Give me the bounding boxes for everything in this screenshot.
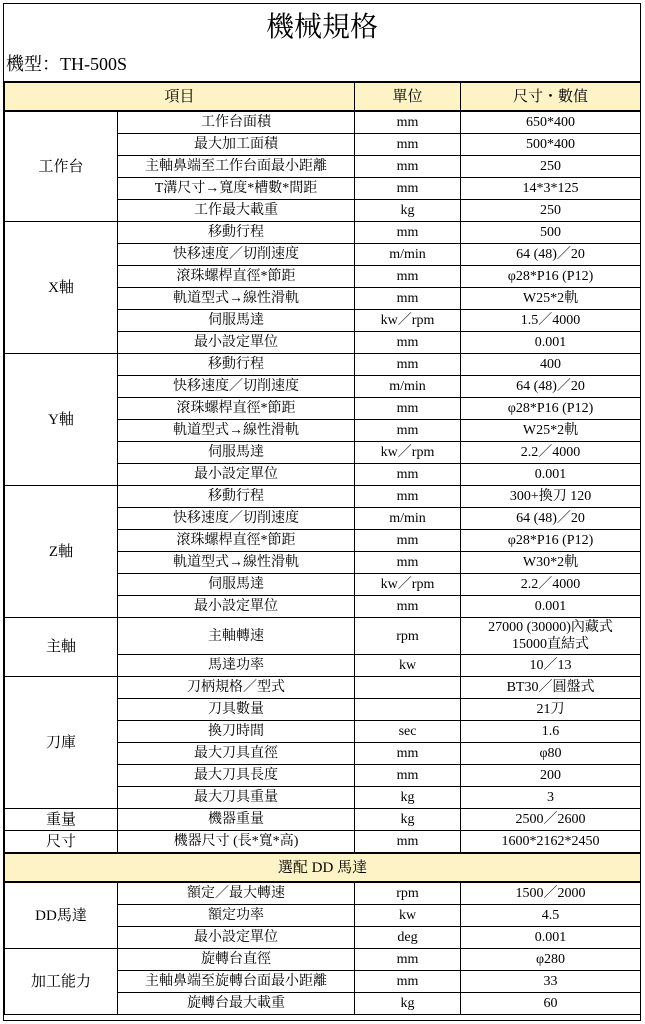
value-cell [461,398,641,420]
item-cell: 刀柄規格／型式 [118,677,355,699]
value-cell [461,134,641,156]
unit-cell: mm [355,464,461,486]
value-cell [461,266,641,288]
value-text: 250 [540,202,562,218]
value-cell [461,787,641,809]
value-text: 2.2／4000 [520,444,581,460]
unit-cell: mm [355,743,461,765]
value-cell [461,699,641,721]
page-title: 機械規格 [265,12,378,43]
value-text: 500 [540,224,562,240]
value-cell [461,596,641,618]
value-text: W25*2軌 [522,422,579,438]
value-text: 64 (48)／20 [516,378,585,394]
item-cell: 換刀時間 [118,721,355,743]
group-label: DD馬達 [5,882,118,949]
value-text: φ80 [539,745,562,761]
item-cell: T溝尺寸→寬度*槽數*間距 [118,178,355,200]
unit-cell: mm [355,288,461,310]
value-text: 1500／2000 [515,885,586,901]
item-cell: 主軸鼻端至工作台面最小距離 [118,156,355,178]
unit-cell: kw／rpm [355,574,461,596]
unit-cell: kg [355,200,461,222]
unit-cell: deg [355,927,461,949]
value-text: 650*400 [526,114,576,130]
value-cell [461,288,641,310]
value-text: 27000 (30000)內藏式 [488,620,613,635]
unit-cell: mm [355,354,461,376]
unit-cell: mm [355,420,461,442]
unit-cell: mm [355,486,461,508]
value-text: 64 (48)／20 [516,246,585,262]
unit-cell: m/min [355,244,461,266]
item-cell: 機器重量 [118,809,355,831]
unit-cell: m/min [355,508,461,530]
value-cell [461,508,641,530]
unit-cell: mm [355,552,461,574]
group-label: 主軸 [5,618,118,677]
item-cell: 機器尺寸 (長*寬*高) [118,831,355,854]
group-label: 工作台 [5,111,118,222]
item-cell: 軌道型式→線性滑軌 [118,420,355,442]
value-text: 0.001 [534,334,567,350]
value-cell [461,721,641,743]
item-cell: 快移速度／切削速度 [118,376,355,398]
header-item: 項目 [5,82,355,111]
value-cell [461,530,641,552]
unit-cell: kg [355,993,461,1015]
value-cell [461,618,641,655]
option-header-row [5,853,641,882]
value-text: φ28*P16 (P12) [507,400,594,416]
item-cell: 最小設定單位 [118,332,355,354]
group-label: 加工能力 [5,949,118,1015]
unit-cell: mm [355,530,461,552]
value-cell [461,949,641,971]
unit-cell: mm [355,949,461,971]
item-cell: 移動行程 [118,486,355,508]
item-cell: 伺服馬達 [118,574,355,596]
item-cell: 軌道型式→線性滑軌 [118,552,355,574]
value-cell [461,156,641,178]
value-cell [461,905,641,927]
value-text: BT30／圓盤式 [506,679,595,695]
unit-cell: mm [355,156,461,178]
value-text: 500*400 [526,136,576,152]
unit-cell: mm [355,971,461,993]
value-text: 200 [540,767,562,783]
item-cell: 最大刀具長度 [118,765,355,787]
value-cell [461,574,641,596]
value-text-line2: 15000直結式 [512,637,590,652]
unit-cell: kw [355,655,461,677]
table-row [5,677,641,699]
item-cell: 工作最大載重 [118,200,355,222]
unit-cell: mm [355,222,461,244]
value-text: W25*2軌 [522,290,579,306]
value-text: 1600*2162*2450 [501,833,600,849]
value-cell [461,655,641,677]
value-cell [461,464,641,486]
value-cell [461,332,641,354]
item-cell: 最大加工面積 [118,134,355,156]
value-cell [461,376,641,398]
value-cell [461,552,641,574]
item-cell: 滾珠螺桿直徑*節距 [118,398,355,420]
unit-cell: mm [355,765,461,787]
unit-cell: mm [355,831,461,854]
value-cell [461,486,641,508]
item-cell: 最小設定單位 [118,927,355,949]
table-row [5,486,641,508]
value-text: 4.5 [541,907,560,923]
item-cell: 馬達功率 [118,655,355,677]
header-value: 尺寸・數值 [461,82,641,111]
item-cell: 額定功率 [118,905,355,927]
group-label: X軸 [5,222,118,354]
item-cell: 工作台面積 [118,111,355,134]
table-row [5,809,641,831]
item-cell: 滾珠螺桿直徑*節距 [118,530,355,552]
value-cell [461,743,641,765]
value-text: 2.2／4000 [520,576,581,592]
item-cell: 移動行程 [118,222,355,244]
option-header: 選配 DD 馬達 [5,853,641,882]
table-row [5,949,641,971]
value-cell [461,993,641,1015]
group-label: 重量 [5,809,118,831]
table-row [5,111,641,134]
spec-table-body [5,82,641,1015]
value-cell [461,971,641,993]
value-cell [461,111,641,134]
unit-cell: kg [355,787,461,809]
group-label: 尺寸 [5,831,118,854]
table-row [5,222,641,244]
unit-cell: mm [355,596,461,618]
item-cell: 最大刀具直徑 [118,743,355,765]
unit-cell: mm [355,332,461,354]
table-row [5,882,641,905]
header-unit: 單位 [355,82,461,111]
group-label: 刀庫 [5,677,118,809]
value-cell [461,831,641,854]
item-cell: 快移速度／切削速度 [118,508,355,530]
spec-sheet [3,3,641,1021]
table-row [5,831,641,854]
value-text: 400 [540,356,562,372]
value-cell [461,244,641,266]
value-text: W30*2軌 [522,554,579,570]
value-cell [461,882,641,905]
group-label: Y軸 [5,354,118,486]
item-cell: 移動行程 [118,354,355,376]
value-cell [461,677,641,699]
item-cell: 旋轉台直徑 [118,949,355,971]
value-cell [461,222,641,244]
value-cell [461,354,641,376]
spec-table [4,81,641,1015]
value-text: 21刀 [536,701,565,717]
unit-cell: kw／rpm [355,442,461,464]
item-cell: 主軸轉速 [118,618,355,655]
unit-cell: rpm [355,618,461,655]
unit-cell [355,699,461,721]
unit-cell: mm [355,111,461,134]
unit-cell: mm [355,398,461,420]
value-cell [461,927,641,949]
value-text: 0.001 [534,929,567,945]
value-text: 60 [543,995,558,1011]
unit-cell: m/min [355,376,461,398]
value-cell [461,200,641,222]
value-cell [461,178,641,200]
value-text: 300+換刀 120 [509,488,592,504]
item-cell: 伺服馬達 [118,442,355,464]
value-text: 1.6 [541,723,560,739]
unit-cell: rpm [355,882,461,905]
item-cell: 最大刀具重量 [118,787,355,809]
value-cell [461,310,641,332]
item-cell: 主軸鼻端至旋轉台面最小距離 [118,971,355,993]
value-cell [461,420,641,442]
value-text: 10／13 [529,657,572,673]
item-cell: 滾珠螺桿直徑*節距 [118,266,355,288]
value-text: 64 (48)／20 [516,510,585,526]
value-cell [461,809,641,831]
value-text: 3 [547,789,555,805]
value-text: 0.001 [534,598,567,614]
table-row [5,618,641,655]
value-text: 2500／2600 [515,811,586,827]
unit-cell: kw [355,905,461,927]
unit-cell: kg [355,809,461,831]
item-cell: 旋轉台最大載重 [118,993,355,1015]
value-text: φ280 [535,951,566,967]
group-label: Z軸 [5,486,118,618]
value-text: 0.001 [534,466,567,482]
item-cell: 最小設定單位 [118,596,355,618]
model-line: 機型：TH-500S [6,54,127,74]
value-text: 33 [543,973,558,989]
item-cell: 軌道型式→線性滑軌 [118,288,355,310]
table-row [5,354,641,376]
item-cell: 伺服馬達 [118,310,355,332]
value-text: φ28*P16 (P12) [507,532,594,548]
value-text: 1.5／4000 [520,312,581,328]
item-cell: 最小設定單位 [118,464,355,486]
item-cell: 快移速度／切削速度 [118,244,355,266]
table-header [5,82,641,111]
value-text: φ28*P16 (P12) [507,268,594,284]
unit-cell: mm [355,178,461,200]
value-cell [461,765,641,787]
item-cell: 刀具數量 [118,699,355,721]
value-text: 14*3*125 [522,180,579,196]
unit-cell: mm [355,266,461,288]
item-cell: 額定／最大轉速 [118,882,355,905]
value-cell [461,442,641,464]
value-text: 250 [540,158,562,174]
unit-cell [355,677,461,699]
unit-cell: mm [355,134,461,156]
unit-cell: sec [355,721,461,743]
unit-cell: kw／rpm [355,310,461,332]
